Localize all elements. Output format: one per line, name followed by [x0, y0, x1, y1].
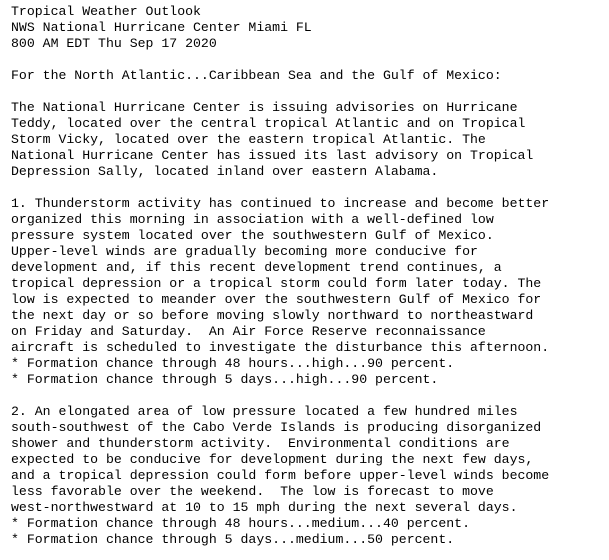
- spacer: [11, 84, 609, 100]
- system-1-line: development and, if this recent development trend continues, a: [11, 260, 502, 275]
- system-1-line: organized this morning in association with a well-defined low: [11, 212, 494, 227]
- system-2-line: less favorable over the weekend. The low is forecast to move: [11, 484, 494, 499]
- system-1-line: 1. Thunderstorm activity has continued to increase and become better: [11, 196, 550, 211]
- issuing-office: NWS National Hurricane Center Miami FL: [11, 20, 312, 35]
- system-2-line: and a tropical depression could form before upper-level winds become: [11, 468, 550, 483]
- paragraph-line: Storm Vicky, located over the eastern tropical Atlantic. The: [11, 132, 486, 147]
- system-1-line: aircraft is scheduled to investigate the disturbance this afternoon.: [11, 340, 550, 355]
- system-2-line: expected to be conducive for development during the next few days,: [11, 452, 534, 467]
- system-1-line: the next day or so before moving slowly northward to northeastward: [11, 308, 534, 323]
- system-2-formation-48h: * Formation chance through 48 hours...medium...40 percent.: [11, 516, 470, 531]
- system-1-section: [11, 196, 609, 388]
- system-2-formation-5d: * Formation chance through 5 days...medium...50 percent.: [11, 532, 455, 547]
- spacer: [11, 180, 609, 196]
- paragraph-line: Depression Sally, located inland over eastern Alabama.: [11, 164, 439, 179]
- system-2-line: south-southwest of the Cabo Verde Islands is producing disorganized: [11, 420, 542, 435]
- system-1-line: pressure system located over the southwestern Gulf of Mexico.: [11, 228, 494, 243]
- document-title: Tropical Weather Outlook: [11, 4, 201, 19]
- paragraph-line: The National Hurricane Center is issuing advisories on Hurricane: [11, 100, 518, 115]
- spacer: [11, 388, 609, 404]
- spacer: [11, 52, 609, 68]
- system-2-section: [11, 404, 609, 548]
- system-2-line: shower and thunderstorm activity. Environmental conditions are: [11, 436, 510, 451]
- region-heading: For the North Atlantic...Caribbean Sea and the Gulf of Mexico:: [11, 68, 502, 83]
- system-1-formation-5d: * Formation chance through 5 days...high...90 percent.: [11, 372, 439, 387]
- paragraph-line: National Hurricane Center has issued its last advisory on Tropical: [11, 148, 534, 163]
- system-2-line: west-northwestward at 10 to 15 mph during the next several days.: [11, 500, 518, 515]
- system-2-line: 2. An elongated area of low pressure located a few hundred miles: [11, 404, 518, 419]
- system-1-line: Upper-level winds are gradually becoming more conducive for: [11, 244, 478, 259]
- system-1-line: tropical depression or a tropical storm could form later today. The: [11, 276, 542, 291]
- advisory-paragraph: [11, 100, 609, 180]
- system-1-formation-48h: * Formation chance through 48 hours...high...90 percent.: [11, 356, 455, 371]
- paragraph-line: Teddy, located over the central tropical Atlantic and on Tropical: [11, 116, 526, 131]
- system-1-line: low is expected to meander over the southwestern Gulf of Mexico for: [11, 292, 542, 307]
- system-1-line: on Friday and Saturday. An Air Force Reserve reconnaissance: [11, 324, 486, 339]
- issue-time: 800 AM EDT Thu Sep 17 2020: [11, 36, 217, 51]
